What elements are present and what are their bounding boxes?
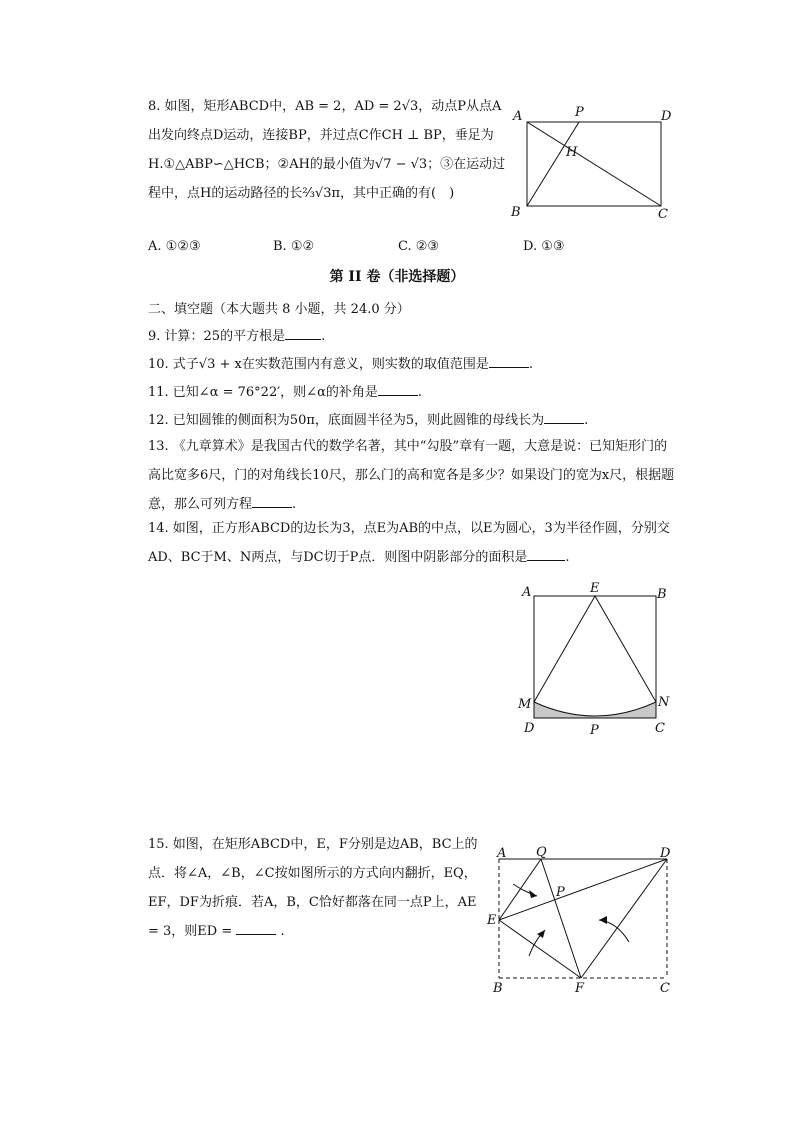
answer-blank[interactable] [236,920,276,935]
segment-df [581,859,667,978]
label-a: A [522,585,532,600]
label-m: M [518,697,532,712]
label-d: D [524,721,535,736]
answer-blank[interactable] [489,353,529,368]
part-2-title: 第 II 卷（非选择题） [329,269,465,285]
label-h: H [566,145,578,160]
fold-arrow-a-head [529,890,537,898]
label-d: D [660,846,671,861]
label-c: C [658,207,668,222]
option-d[interactable]: D. ①③ [523,239,565,254]
label-c: C [655,721,665,736]
label-d: D [661,109,672,124]
question-8-figure [505,102,680,222]
segment-ac [527,122,661,206]
segment-ed [499,859,667,920]
segment-bp [527,122,579,206]
answer-blank[interactable] [544,409,584,424]
question-8-text: 8. 如图，矩形ABCD中，AB = 2，AD = 2√3，动点P从点A出发向终点D运动，连接BP，并过点C作CH ⊥ BP，垂足为H.①△ABP∽△HCB；②AH的最小值为√7 − √3；③在运动过程中，点H的运动路径的长²⁄₃√3π，其中正确的有( ) [148,99,506,201]
question-13: 13. 《九章算术》是我国古代的数学名著，其中“勾股”章有一题，大意是说：已知矩形门的高比宽多6尺，门的对角线长10尺，那么门的高和宽各是多少？如果设门的宽为x尺，根据题意，那么可列方程 . [148,439,675,512]
label-c: C [660,981,670,996]
answer-blank[interactable] [285,325,321,340]
segment-ef [499,920,581,978]
question-11-text: 11. 已知∠α = 76°22′，则∠α的补角是 [148,385,378,400]
sector-outline [534,596,656,716]
question-9: 9. 计算：25的平方根是 . [148,325,325,347]
label-b: B [511,205,521,220]
option-a[interactable]: A. ①②③ [148,239,201,254]
segment-eq [499,859,541,920]
square-abcd [534,596,656,718]
answer-blank[interactable] [527,546,565,561]
question-14-text: 14. 如图，正方形ABCD的边长为3，点E为AB的中点，以E为圆心，3为半径作圆，分别交AD、BC于M、N两点，与DC切于P点．则图中阴影部分的面积是 [148,521,670,565]
section-2-heading: 二、填空题（本大题共 8 小题，共 24.0 分） [148,302,410,317]
question-12: 12. 已知圆锥的侧面积为50π，底面圆半径为5，则此圆锥的母线长为 . [148,409,588,431]
question-14: 14. 如图，正方形ABCD的边长为3，点E为AB的中点，以E为圆心，3为半径作圆，分别交AD、BC于M、N两点，与DC切于P点．则图中阴影部分的面积是 . [148,521,670,565]
label-b: B [493,981,503,996]
label-q: Q [536,845,547,860]
question-13-text: 13. 《九章算术》是我国古代的数学名著，其中“勾股”章有一题，大意是说：已知矩形门的高比宽多6尺，门的对角线长10尺，那么门的高和宽各是多少？如果设门的宽为x尺，根据题意，那么可列方程 [148,439,675,512]
label-f: F [575,981,585,996]
label-e: E [590,581,600,596]
fold-arrow-c-head [599,916,607,924]
answer-blank[interactable] [378,381,418,396]
question-15-text: 15. 如图，在矩形ABCD中，E，F分别是边AB，BC上的点．将∠A，∠B，∠C按如图所示的方式向内翻折，EQ，EF，DF为折痕．若A，B，C恰好都落在同一点P上，AE = 3，则ED = [148,837,478,939]
question-14-figure [510,578,680,738]
segment-qf [541,859,581,978]
label-a: A [497,846,507,861]
question-12-text: 12. 已知圆锥的侧面积为50π，底面圆半径为5，则此圆锥的母线长为 [148,413,545,428]
question-11: 11. 已知∠α = 76°22′，则∠α的补角是 . [148,381,422,403]
option-b[interactable]: B. ①② [273,239,315,254]
fold-arrow-c [599,920,629,942]
question-15: 15. 如图，在矩形ABCD中，E，F分别是边AB，BC上的点．将∠A，∠B，∠C按如图所示的方式向内翻折，EQ，EF，DF为折痕．若A，B，C恰好都落在同一点P上，AE = 3，则ED = . [148,837,478,939]
question-10: 10. 式子√3 + x在实数范围内有意义，则实数的取值范围是 . [148,353,533,375]
label-p: P [556,885,565,900]
label-b: B [657,587,667,602]
label-p: P [575,105,584,120]
label-e: E [487,913,497,928]
label-n: N [658,695,670,710]
label-p: P [590,723,599,738]
option-c[interactable]: C. ②③ [398,239,440,254]
fold-arrow-b-head [537,930,545,938]
label-a: A [513,109,523,124]
question-9-text: 9. 计算：25的平方根是 [148,329,286,344]
answer-blank[interactable] [252,493,292,508]
question-10-text: 10. 式子√3 + x在实数范围内有意义，则实数的取值范围是 [148,357,489,372]
question-8-options [148,239,668,254]
question-15-figure [485,840,685,1000]
